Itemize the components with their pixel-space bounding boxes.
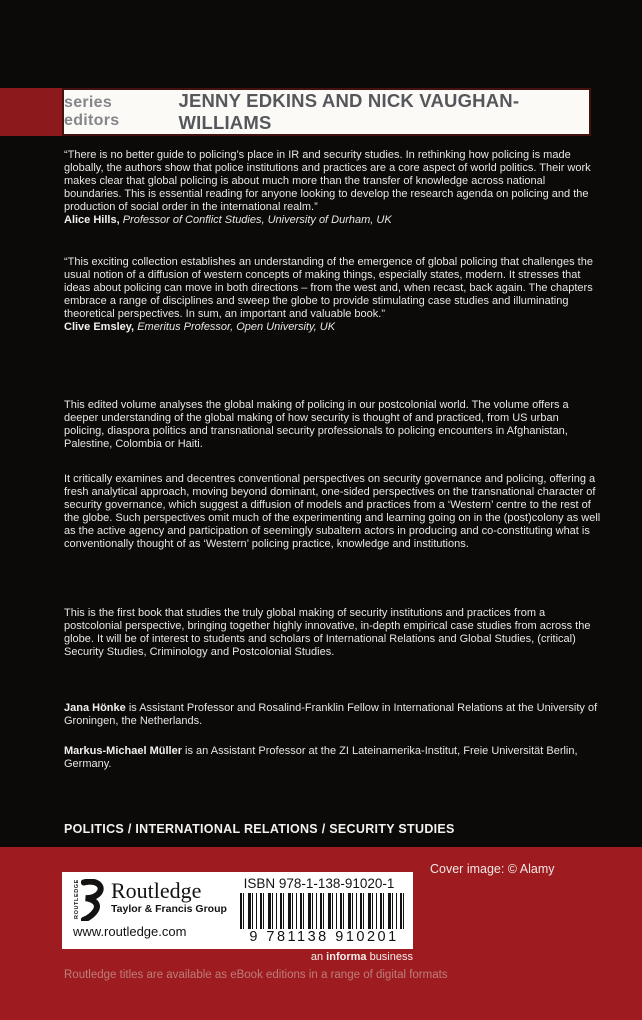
- series-editors-label: series editors: [64, 94, 120, 129]
- endorsement-quote-1: [64, 149, 602, 227]
- blurb-paragraph-2: It critically examines and decentres conventional perspectives on security governance and policing, offering a fresh analytical approach, moving beyond dominant, one-sided perspectives on the transnational character of security governance, which suggest a diffusion of models and practices from a ‘Western’ centre to the rest of the globe. Such perspectives omit much of the experimenting and learning going on in the (post)colony as well as the active agency and participation of seemingly subaltern actors in producing and co-constituting what is conventionally thought of as ‘Western’ policing practice, knowledge and institutions.: [64, 473, 601, 550]
- barcode: [240, 893, 408, 943]
- author-2-name: Markus-Michael Müller: [64, 745, 182, 757]
- isbn-digits: 9 781138 910201: [240, 929, 408, 945]
- publisher-website: www.routledge.com: [73, 924, 187, 939]
- publisher-isbn-box: [62, 872, 413, 949]
- informa-prefix: an: [310, 951, 327, 963]
- routledge-logo: [74, 879, 227, 926]
- quote-2-role: Emeritus Professor, Open University, UK: [137, 321, 336, 333]
- informa-suffix: business: [366, 951, 413, 963]
- author-bio-1: [64, 702, 602, 728]
- blurb-paragraph-1: This edited volume analyses the global making of policing in our postcolonial world. The volume offers a deeper understanding of the global making of how security is thought of and practiced, from US urban policing, diaspora politics and transnational security professionals to policing encounters in Afghanistan, Palestine, Colombia or Haiti.: [64, 399, 569, 450]
- series-editors-box: [62, 88, 591, 136]
- quote-1-author: Alice Hills,: [64, 214, 120, 226]
- author-bio-2: [64, 745, 602, 771]
- quote-2-text: “This exciting collection establishes an understanding of the emergence of global policing that challenges the usual notion of a diffusion of western concepts of making things, especially states, modern. It stresses that ideas about policing can move in both directions – from the west and, when recast, back again. The chapters embrace a range of disciplines and sweep the globe to provide stimulating case studies and illuminating theoretical perspectives. In sum, an important and valuable book.”: [64, 256, 593, 320]
- routledge-wordmark: [111, 879, 227, 915]
- isbn-label: ISBN 978-1-138-91020-1: [243, 876, 395, 891]
- author-1-bio-text: is Assistant Professor and Rosalind-Franklin Fellow in International Relations at the University of Groningen, the Netherlands.: [64, 702, 598, 727]
- red-accent-strip: [0, 88, 62, 136]
- quote-2-attribution: [64, 321, 602, 334]
- ebook-availability-note: Routledge titles are available as eBook editions in a range of digital formats: [64, 969, 448, 981]
- subject-classification: POLITICS / INTERNATIONAL RELATIONS / SECURITY STUDIES: [64, 822, 455, 836]
- quote-2-author: Clive Emsley,: [64, 321, 135, 333]
- quote-1-attribution: [64, 214, 602, 227]
- informa-business-line: [311, 951, 413, 963]
- series-editors-names: JENNY EDKINS AND NICK VAUGHAN-WILLIAMS: [178, 90, 520, 133]
- endorsement-quote-2: [64, 256, 602, 334]
- routledge-logo-icon: [81, 879, 105, 926]
- blurb-paragraph-3: This is the first book that studies the truly global making of security institutions and practices from a postcolonial perspective, bringing together highly innovative, in-depth empirical case studies from across the globe. It will be of interest to students and scholars of International Relations and Global Studies, (critical) Security Studies, Criminology and Postcolonial Studies.: [64, 607, 591, 658]
- series-editors-band: [0, 88, 642, 136]
- author-1-name: Jana Hönke: [64, 702, 126, 714]
- informa-brand: informa: [326, 951, 367, 963]
- routledge-name: Routledge: [111, 878, 202, 903]
- footer-band: [0, 847, 642, 1020]
- author-2-bio-text: is an Assistant Professor at the ZI Lateinamerika-Institut, Freie Universität Berlin, Germany.: [64, 745, 578, 770]
- taylor-francis-group: Taylor & Francis Group: [111, 903, 227, 915]
- quote-1-role: Professor of Conflict Studies, University of Durham, UK: [122, 214, 392, 226]
- cover-image-credit: Cover image: © Alamy: [430, 862, 555, 876]
- quote-1-text: “There is no better guide to policing’s place in IR and security studies. In rethinking how policing is made globally, the authors show that police institutions and practices are a core aspect of world politics. Their work makes clear that global policing is about much more than the transfer of knowledge across national boundaries. This is essential reading for anyone looking to develop the research agenda on policing and the production of social order in the international realm.”: [64, 149, 591, 213]
- routledge-vertical-text: ROUTLEDGE: [74, 879, 80, 919]
